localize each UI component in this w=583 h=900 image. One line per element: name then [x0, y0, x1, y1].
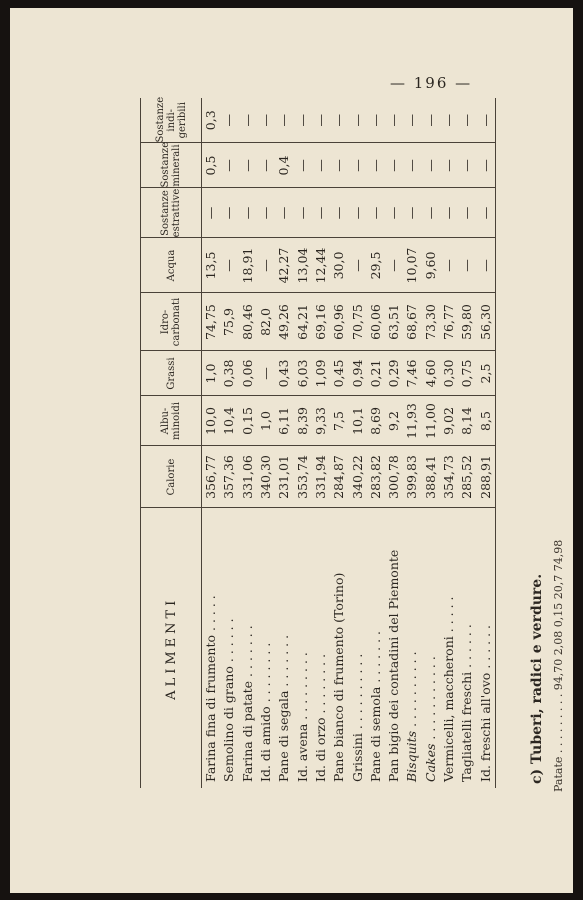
- value-cell: —: [348, 188, 366, 238]
- food-name-cell: Bisquits. . . . . . . . . .: [404, 651, 420, 782]
- value-cell: 70,75: [348, 293, 366, 351]
- partial-row-text: Patate . . . . . . . . . 94,70 2,08 0,15 20,7 74,98: [552, 539, 565, 792]
- value-cell: 357,36: [220, 446, 238, 508]
- value-cell: 60,96: [330, 293, 348, 351]
- value-cell: 8,69: [367, 396, 385, 446]
- value-cell: —: [476, 143, 495, 188]
- value-cell: —: [239, 188, 257, 238]
- value-cell: 74,75: [202, 293, 221, 351]
- value-cell: 1,0: [202, 351, 221, 396]
- value-cell: 30,0: [330, 238, 348, 293]
- table-row: [257, 98, 275, 788]
- value-cell: 4,60: [422, 351, 440, 396]
- nutrition-table: [140, 98, 496, 788]
- value-cell: —: [202, 188, 221, 238]
- value-cell: —: [440, 98, 458, 143]
- value-cell: —: [422, 188, 440, 238]
- table-row: [330, 98, 348, 788]
- section-title: c) Tuberi, radici e verdure.: [529, 573, 545, 784]
- value-cell: 331,06: [239, 446, 257, 508]
- food-name-cell: Tagliatelli freschi. . . . . .: [459, 624, 475, 782]
- value-cell: 353,74: [293, 446, 311, 508]
- value-cell: 356,77: [202, 446, 221, 508]
- header-estrattive: Sostanze estrattive: [141, 188, 202, 238]
- value-cell: 2,5: [476, 351, 495, 396]
- value-cell: 1,0: [257, 396, 275, 446]
- value-cell: —: [458, 188, 476, 238]
- value-cell: —: [257, 143, 275, 188]
- value-cell: —: [293, 188, 311, 238]
- food-name-cell: Pane di segala. . . . . . .: [276, 634, 292, 782]
- value-cell: 7,46: [403, 351, 421, 396]
- value-cell: 283,82: [367, 446, 385, 508]
- value-cell: —: [476, 188, 495, 238]
- value-cell: 0,29: [385, 351, 403, 396]
- value-cell: 80,46: [239, 293, 257, 351]
- value-cell: 6,11: [275, 396, 293, 446]
- value-cell: 9,33: [312, 396, 330, 446]
- table-row: [239, 98, 257, 788]
- value-cell: 300,78: [385, 446, 403, 508]
- value-cell: 63,51: [385, 293, 403, 351]
- value-cell: 0,3: [202, 98, 221, 143]
- value-cell: —: [440, 238, 458, 293]
- value-cell: —: [293, 143, 311, 188]
- value-cell: 0,94: [348, 351, 366, 396]
- value-cell: —: [330, 98, 348, 143]
- value-cell: —: [239, 98, 257, 143]
- value-cell: 0,43: [275, 351, 293, 396]
- table-row: [312, 98, 330, 788]
- value-cell: 8,39: [293, 396, 311, 446]
- value-cell: 11,00: [422, 396, 440, 446]
- value-cell: 13,04: [293, 238, 311, 293]
- value-cell: 340,22: [348, 446, 366, 508]
- value-cell: 10,4: [220, 396, 238, 446]
- food-name-cell: Grissini. . . . . . . . . .: [349, 653, 365, 782]
- value-cell: 12,44: [312, 238, 330, 293]
- value-cell: —: [385, 143, 403, 188]
- value-cell: 284,87: [330, 446, 348, 508]
- food-name-cell: Farina di patate. . . . . . .: [239, 625, 255, 782]
- value-cell: —: [239, 143, 257, 188]
- value-cell: 354,73: [440, 446, 458, 508]
- value-cell: —: [220, 188, 238, 238]
- header-indigeribili: Sostanze indi- geribili: [141, 98, 202, 143]
- food-name-cell: Pane di semola. . . . . . .: [367, 631, 383, 782]
- value-cell: 64,21: [293, 293, 311, 351]
- value-cell: —: [257, 188, 275, 238]
- value-cell: 340,30: [257, 446, 275, 508]
- table-header-row: [141, 98, 202, 788]
- table-row: [476, 98, 495, 788]
- value-cell: 0,38: [220, 351, 238, 396]
- header-grassi: Grassi: [141, 351, 202, 396]
- value-cell: 8,5: [476, 396, 495, 446]
- value-cell: —: [293, 98, 311, 143]
- table-row: [202, 98, 221, 788]
- table-row: [275, 98, 293, 788]
- page-number: — 196 —: [390, 74, 473, 92]
- value-cell: —: [367, 98, 385, 143]
- value-cell: 0,45: [330, 351, 348, 396]
- value-cell: —: [458, 238, 476, 293]
- value-cell: 0,5: [202, 143, 221, 188]
- value-cell: 42,27: [275, 238, 293, 293]
- value-cell: 399,83: [403, 446, 421, 508]
- value-cell: —: [458, 143, 476, 188]
- food-name-cell: Cakes. . . . . . . . . . .: [422, 656, 438, 782]
- value-cell: —: [422, 98, 440, 143]
- table-row: [367, 98, 385, 788]
- value-cell: —: [257, 238, 275, 293]
- value-cell: —: [403, 143, 421, 188]
- value-cell: —: [330, 143, 348, 188]
- value-cell: 10,1: [348, 396, 366, 446]
- value-cell: —: [422, 143, 440, 188]
- value-cell: 9,60: [422, 238, 440, 293]
- value-cell: —: [458, 98, 476, 143]
- table-row: [293, 98, 311, 788]
- value-cell: 75,9: [220, 293, 238, 351]
- value-cell: 0,4: [275, 143, 293, 188]
- value-cell: 8,14: [458, 396, 476, 446]
- table-row: [385, 98, 403, 788]
- value-cell: —: [440, 143, 458, 188]
- value-cell: 0,75: [458, 351, 476, 396]
- value-cell: 68,67: [403, 293, 421, 351]
- value-cell: —: [257, 98, 275, 143]
- value-cell: —: [348, 238, 366, 293]
- value-cell: 73,30: [422, 293, 440, 351]
- table-row: [422, 98, 440, 788]
- value-cell: —: [476, 238, 495, 293]
- value-cell: —: [330, 188, 348, 238]
- value-cell: 231,01: [275, 446, 293, 508]
- table-row: [440, 98, 458, 788]
- table-row: [348, 98, 366, 788]
- value-cell: 56,30: [476, 293, 495, 351]
- table-row: [403, 98, 421, 788]
- value-cell: 59,80: [458, 293, 476, 351]
- food-name-cell: Id. di orzo. . . . . . . .: [312, 653, 328, 782]
- value-cell: 10,0: [202, 396, 221, 446]
- food-name-cell: Pane bianco di frumento (Torino): [331, 572, 347, 782]
- value-cell: 82,0: [257, 293, 275, 351]
- value-cell: 69,16: [312, 293, 330, 351]
- value-cell: 0,06: [239, 351, 257, 396]
- food-name-cell: Farina fina di frumento. . . . .: [203, 595, 219, 782]
- value-cell: 0,30: [440, 351, 458, 396]
- book-page: [10, 8, 573, 893]
- value-cell: —: [312, 98, 330, 143]
- value-cell: —: [275, 98, 293, 143]
- value-cell: 18,91: [239, 238, 257, 293]
- value-cell: —: [257, 351, 275, 396]
- value-cell: 0,15: [239, 396, 257, 446]
- food-name-cell: Semolino di grano. . . . . .: [221, 618, 237, 782]
- value-cell: —: [275, 188, 293, 238]
- food-name-cell: Pan bigio dei contadini del Piemonte: [386, 549, 402, 782]
- header-alimenti: ALIMENTI: [141, 508, 202, 788]
- value-cell: —: [403, 188, 421, 238]
- value-cell: —: [403, 98, 421, 143]
- header-acqua: Acqua: [141, 238, 202, 293]
- value-cell: —: [312, 143, 330, 188]
- value-cell: 9,2: [385, 396, 403, 446]
- value-cell: —: [385, 98, 403, 143]
- value-cell: 49,26: [275, 293, 293, 351]
- header-idrocarbonati: Idro- carbonati: [141, 293, 202, 351]
- table-row: [220, 98, 238, 788]
- value-cell: 0,21: [367, 351, 385, 396]
- value-cell: —: [476, 98, 495, 143]
- value-cell: 1,09: [312, 351, 330, 396]
- food-name-cell: Id. avena. . . . . . . . .: [294, 652, 310, 782]
- value-cell: —: [220, 98, 238, 143]
- value-cell: 331,94: [312, 446, 330, 508]
- value-cell: 13,5: [202, 238, 221, 293]
- value-cell: —: [312, 188, 330, 238]
- header-minerali: Sostanze minerali: [141, 143, 202, 188]
- header-calorie: Calorie: [141, 446, 202, 508]
- value-cell: 60,06: [367, 293, 385, 351]
- value-cell: 9,02: [440, 396, 458, 446]
- value-cell: 285,52: [458, 446, 476, 508]
- value-cell: 7,5: [330, 396, 348, 446]
- table-row: [458, 98, 476, 788]
- value-cell: —: [367, 143, 385, 188]
- value-cell: —: [220, 238, 238, 293]
- table-body: [202, 98, 496, 788]
- value-cell: —: [348, 143, 366, 188]
- food-name-cell: Vermicelli, maccheroni. . . . .: [441, 596, 456, 782]
- food-name-cell: Id. di amido. . . . . . . .: [258, 642, 274, 782]
- value-cell: —: [385, 238, 403, 293]
- value-cell: 388,41: [422, 446, 440, 508]
- value-cell: —: [440, 188, 458, 238]
- value-cell: —: [367, 188, 385, 238]
- value-cell: 288,91: [476, 446, 495, 508]
- food-name-cell: Id. freschi all'ovo. . . . . .: [477, 624, 493, 782]
- value-cell: 76,77: [440, 293, 458, 351]
- value-cell: —: [220, 143, 238, 188]
- value-cell: 29,5: [367, 238, 385, 293]
- value-cell: 6,03: [293, 351, 311, 396]
- header-albuminoidi: Albu- minoidi: [141, 396, 202, 446]
- value-cell: —: [385, 188, 403, 238]
- value-cell: 10,07: [403, 238, 421, 293]
- value-cell: —: [348, 98, 366, 143]
- value-cell: 11,93: [403, 396, 421, 446]
- rotated-table-block: [140, 96, 565, 792]
